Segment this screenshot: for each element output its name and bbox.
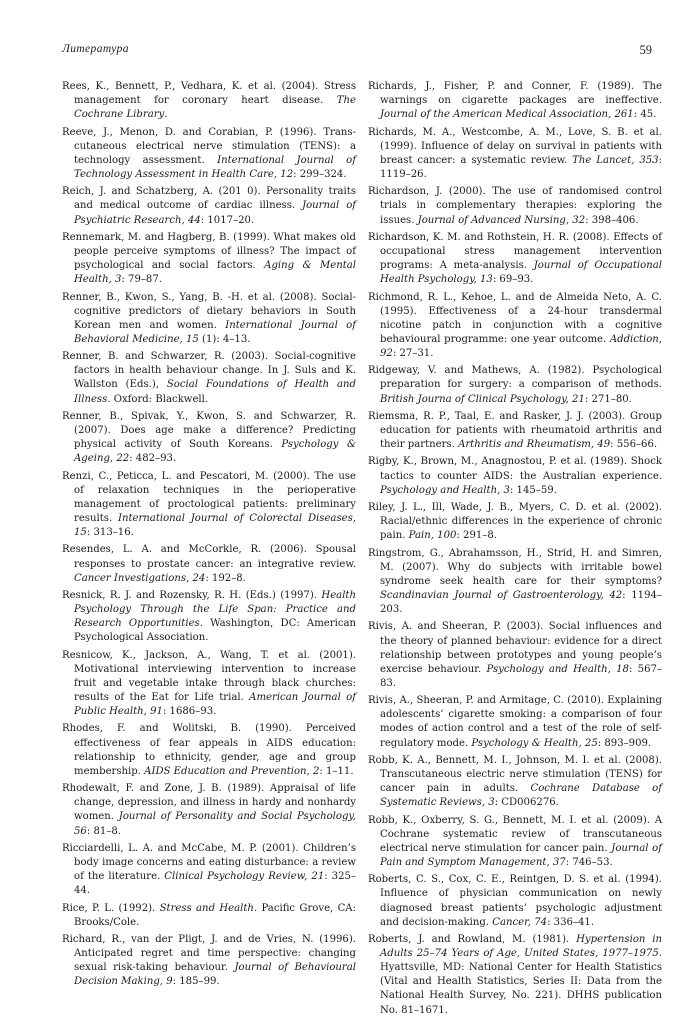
- reference-text: : 69–93.: [492, 274, 534, 286]
- reference-text: : 27–31.: [392, 348, 434, 359]
- reference-source: Psychology & Health, 25: [471, 737, 598, 749]
- reference-text: Rees, K., Bennett, P., Vedhara, K. et al. (2004). Stress management for coronary heart disease.: [62, 81, 356, 107]
- reference-text: Renner, B., Kwon, S., Yang, B. -H. et al. (2008). Socialcognitive predictors of dietary behaviors in South Korean men and women.: [62, 291, 356, 331]
- reference-entry: [62, 231, 356, 288]
- reference-text: . Washington, DC: American Psychological Association.: [74, 618, 356, 644]
- reference-text: Rivis, A. and Sheeran, P. (2003). Social influences and the theory of planned behaviour: evidence for a direct relationship between prototypes and young people’s exercise behaviour.: [368, 621, 662, 675]
- running-head: Литература: [62, 43, 129, 55]
- reference-source: Cancer, 74: [492, 916, 548, 928]
- reference-text: : 192–8.: [205, 572, 246, 584]
- reference-text: Ricciardelli, L. A. and McCabe, M. P. (2001). Children’s body image concerns and eating disturbance: a review of the literature.: [62, 842, 356, 883]
- reference-entry: [62, 291, 356, 348]
- reference-source: Psychology & Ageing, 22: [74, 439, 357, 465]
- reference-entry: [62, 902, 356, 930]
- reference-text: : 1119–26.: [380, 154, 662, 180]
- reference-entry: [368, 410, 662, 452]
- reference-text: . Hyattsville, MD: National Center for Health Statistics (Vital and Health Statistics, Series II: Data from the National Health Survey, No. 221). DHHS publication No. 81–1671.: [380, 948, 662, 1016]
- reference-text: Resnicow, K., Jackson, A., Wang, T. et al. (2001). Motivational interviewing intervention to increase fruit and vegetable intake through black churches: results of the Eat for Life trial.: [62, 649, 356, 703]
- reference-text: Richardson, J. (2000). The use of randomised control trials in complementary therapies: exploring the issues.: [368, 186, 662, 226]
- reference-entry: [368, 547, 662, 618]
- reference-source: Clinical Psychology Review, 21: [164, 871, 325, 883]
- reference-text: .: [164, 109, 168, 121]
- reference-text: Robb, K. A., Bennett, M. I., Johnson, M. I. et al. (2008). Transcutaneous electric nerve stimulation (TENS) for cancer pain in adults.: [368, 754, 662, 795]
- reference-source: Health Psychology Through the Life Span: Practice and Research Opportunities: [74, 589, 356, 630]
- reference-text: : 45.: [633, 109, 657, 121]
- reference-source: International Journal of Behavioral Medicine, 15: [74, 319, 356, 345]
- reference-entry: [368, 873, 662, 930]
- reference-entry: [368, 754, 662, 811]
- reference-entry: [62, 185, 356, 227]
- reference-source: The Cochrane Library: [74, 95, 356, 121]
- reference-entry: [62, 649, 356, 720]
- reference-source: Hypertension in Adults 25–74 Years of Age, United States, 1977–1975: [380, 933, 663, 960]
- reference-text: : 79–87.: [121, 274, 162, 286]
- reference-source: Addiction, 92: [380, 333, 662, 359]
- reference-text: : 1–11.: [319, 765, 354, 777]
- reference-source: Stress and Health: [159, 902, 254, 914]
- reference-text: : 567–83.: [380, 663, 662, 689]
- reference-entry: [62, 842, 356, 899]
- reference-text: Robb, K., Oxberry, S. G., Bennett, M. I. et al. (2009). A Cochrane systematic review of transcutaneous electrical nerve stimulation for cancer pain.: [368, 814, 662, 854]
- reference-entry: [62, 80, 356, 122]
- reference-text: : 482–93.: [129, 453, 177, 465]
- reference-text: Rivis, A., Sheeran, P. and Armitage, C. (2010). Explaining adolescents’ cigarette smoking: a comparison of four modes of action control and a test of the role of self- regulatory mode.: [368, 695, 662, 749]
- reference-text: Renzi, C., Peticca, L. and Pescatori, M. (2000). The use of relaxation techniques in the perioperative management of proctological patients: preliminary results.: [62, 470, 356, 524]
- reference-text: : 893–909.: [597, 737, 652, 749]
- reference-source: American Journal of Public Health, 91: [74, 692, 356, 718]
- reference-text: : 185–99.: [172, 976, 220, 988]
- reference-text: Riemsma, R. P., Taal, E. and Rasker, J. J. (2003). Group education for patients with rheumatoid arthritis and their partners.: [368, 410, 662, 451]
- reference-text: Resnick, R. J. and Rozensky, R. H. (Eds.) (1997).: [62, 589, 322, 601]
- reference-source: International Journal of Colorectal Diseases, 15: [74, 512, 356, 539]
- reference-source: Journal of Psychiatric Research, 44: [74, 200, 357, 226]
- reference-text: Ringstrom, G., Abrahamsson, H., Strid, H. and Simren, M. (2007). Why do subjects with irritable bowel syndrome seek health care for their symptoms?: [368, 547, 662, 587]
- reference-source: Psychology and Health, 3: [380, 484, 510, 496]
- reference-text: Richards, J., Fisher, P. and Conner, F. (1989). The warnings on cigarette packages are ineffective.: [368, 81, 662, 107]
- reference-text: Richardson, K. M. and Rothstein, H. R. (2008). Effects of occupational stress management intervention programs: A meta-analysis.: [368, 231, 662, 272]
- reference-text: : 145–59.: [509, 484, 557, 496]
- reference-source: Journal of Advanced Nursing, 32: [417, 214, 586, 226]
- reference-entry: [368, 80, 662, 122]
- reference-entry: [368, 814, 662, 871]
- reference-source: International Journal of Technology Assessment in Health Care, 12: [74, 154, 356, 180]
- reference-entry: [62, 782, 356, 839]
- reference-entry: [62, 722, 356, 779]
- reference-entry: [368, 620, 662, 691]
- reference-entry: [62, 589, 356, 646]
- reference-text: : 271–80.: [584, 393, 632, 405]
- reference-source: Journal of Personality and Social Psychology, 56: [74, 811, 356, 837]
- reference-entry: [368, 933, 662, 1018]
- reference-source: Scandinavian Journal of Gastroenterology, 42: [380, 589, 623, 601]
- reference-entry: [62, 470, 356, 541]
- reference-entry: [368, 291, 662, 362]
- reference-entry: [368, 364, 662, 406]
- reference-text: : 299–324.: [293, 168, 347, 180]
- reference-text: Rice, P. L. (1992).: [62, 902, 160, 914]
- reference-text: : 1194–203.: [380, 589, 662, 616]
- reference-text: : 1686–93.: [162, 706, 217, 718]
- reference-text: Reich, J. and Schatzberg, A. (201 0). Personality traits and medical outcome of cardiac illness.: [62, 186, 356, 212]
- reference-source: Arthritis and Rheumatism, 49: [458, 439, 611, 451]
- reference-text: Riley, J. L., Ill, Wade, J. B., Myers, C. D. et al. (2002). Racial/ethnic differences in the experience of chronic pain.: [368, 502, 662, 542]
- reference-text: Ridgeway, V. and Mathews, A. (1982). Psychological preparation for surgery: a comparison of methods.: [368, 365, 662, 391]
- reference-text: : 81–8.: [86, 825, 121, 837]
- reference-entry: [368, 231, 662, 288]
- reference-text: : 746–53.: [565, 856, 613, 868]
- page-number: 59: [639, 43, 652, 57]
- reference-text: Richard, R., van der Pligt, J. and de Vries, N. (1996). Anticipated regret and time perspective: changing sexual risk-taking behaviour.: [62, 933, 356, 974]
- reference-text: Roberts, C. S., Cox, C. E., Reintgen, D. S. et al. (1994). Influence of physician communication on newly diagnosed breast patients’ psychologic adjustment and decision-making.: [368, 874, 662, 928]
- reference-column-right: [368, 80, 662, 1021]
- reference-text: : 556–66.: [610, 439, 658, 451]
- reference-text: Resendes, L. A. and McCorkle, R. (2006). Spousal responses to prostate cancer: an integrative review.: [62, 544, 356, 570]
- reference-text: . Oxford: Blackwell.: [107, 393, 209, 405]
- reference-text: : 291–8.: [456, 530, 497, 542]
- reference-source: The Lancet, 353: [572, 154, 659, 166]
- reference-source: Psychology and Health, 18: [486, 663, 629, 675]
- reference-text: Rennemark, M. and Hagberg, B. (1999). What makes old people perceive symptoms of illness? The impact of psychological and social factors.: [62, 231, 356, 272]
- reference-text: Renner, B. and Schwarzer, R. (2003). Social-cognitive factors in health behaviour change. In J. Suls and K. Wallston (Eds.),: [62, 351, 356, 391]
- reference-source: Journal of Pain and Symptom Management, 37: [380, 842, 662, 868]
- reference-text: Richmond, R. L., Kehoe, L. and de Almeida Neto, A. C. (1995). Effectiveness of a 24-hour transdermal nicotine patch in conjunction with a cognitive behavioural programme: one year outcome.: [368, 291, 662, 345]
- reference-source: Journal of Occupational Health Psychology, 13: [380, 260, 662, 286]
- reference-text: . Pacific Grove, CA: Brooks/Cole.: [74, 902, 356, 928]
- reference-text: Rhodes, F. and Wolitski, B. (1990). Perceived effectiveness of fear appeals in AIDS education: relationship to ethnicity, gender, age and group membership.: [62, 723, 356, 777]
- reference-entry: [368, 455, 662, 497]
- reference-entry: [368, 694, 662, 751]
- reference-text: (1): 4–13.: [198, 333, 251, 345]
- reference-entry: [368, 185, 662, 227]
- reference-text: Rigby, K., Brown, M., Anagnostou, P. et al. (1989). Shock tactics to counter AIDS: the Australian experience.: [368, 456, 662, 482]
- reference-entry: [368, 501, 662, 543]
- reference-text: : 325–44.: [74, 871, 356, 897]
- reference-text: Reeve, J., Menon, D. and Corabian, P. (1996). Transcutaneous electrical nerve stimulation (TENS): a technology assessment.: [62, 126, 356, 166]
- reference-entry: [62, 126, 356, 183]
- reference-entry: [62, 410, 356, 467]
- reference-text: : 398–406.: [585, 214, 639, 226]
- reference-text: : 313–16.: [86, 527, 134, 539]
- reference-source: Pain, 100: [408, 530, 457, 542]
- reference-entry: [368, 126, 662, 183]
- reference-text: Richards, M. A., Westcombe, A. M., Love, S. B. et al. (1999). Influence of delay on survival in patients with breast cancer: a systematic review.: [368, 126, 662, 166]
- reference-source: Social Foundations of Health and Illness: [74, 379, 356, 405]
- reference-text: Rhodewalt, F. and Zone, J. B. (1989). Appraisal of life change, depression, and illness in hardy and nonhardy women.: [62, 783, 356, 823]
- reference-source: Journal of the American Medical Association, 261: [380, 109, 634, 121]
- reference-source: British Journa of Clinical Psychology, 21: [380, 393, 585, 405]
- reference-entry: [62, 933, 356, 990]
- reference-text: : 1017–20.: [200, 214, 255, 226]
- reference-source: Aging & Mental Health, 3: [74, 260, 356, 286]
- reference-text: : CD006276.: [494, 797, 559, 809]
- reference-text: Roberts, J. and Rowland, M. (1981).: [368, 933, 577, 945]
- reference-source: Cochrane Database of Systematic Reviews, 3: [380, 783, 662, 809]
- reference-text: Renner, B., Spivak, Y., Kwon, S. and Schwarzer, R. (2007). Does age make a difference? Predicting physical activity of South Koreans.: [62, 410, 356, 451]
- reference-source: AIDS Education and Prevention, 2: [144, 765, 320, 777]
- reference-text: : 336–41.: [547, 916, 595, 928]
- reference-entry: [62, 350, 356, 407]
- reference-entry: [62, 543, 356, 585]
- reference-source: Journal of Behavioural Decision Making, 9: [74, 962, 356, 988]
- reference-source: Cancer Investigations, 24: [74, 572, 206, 584]
- reference-column-left: [62, 80, 356, 993]
